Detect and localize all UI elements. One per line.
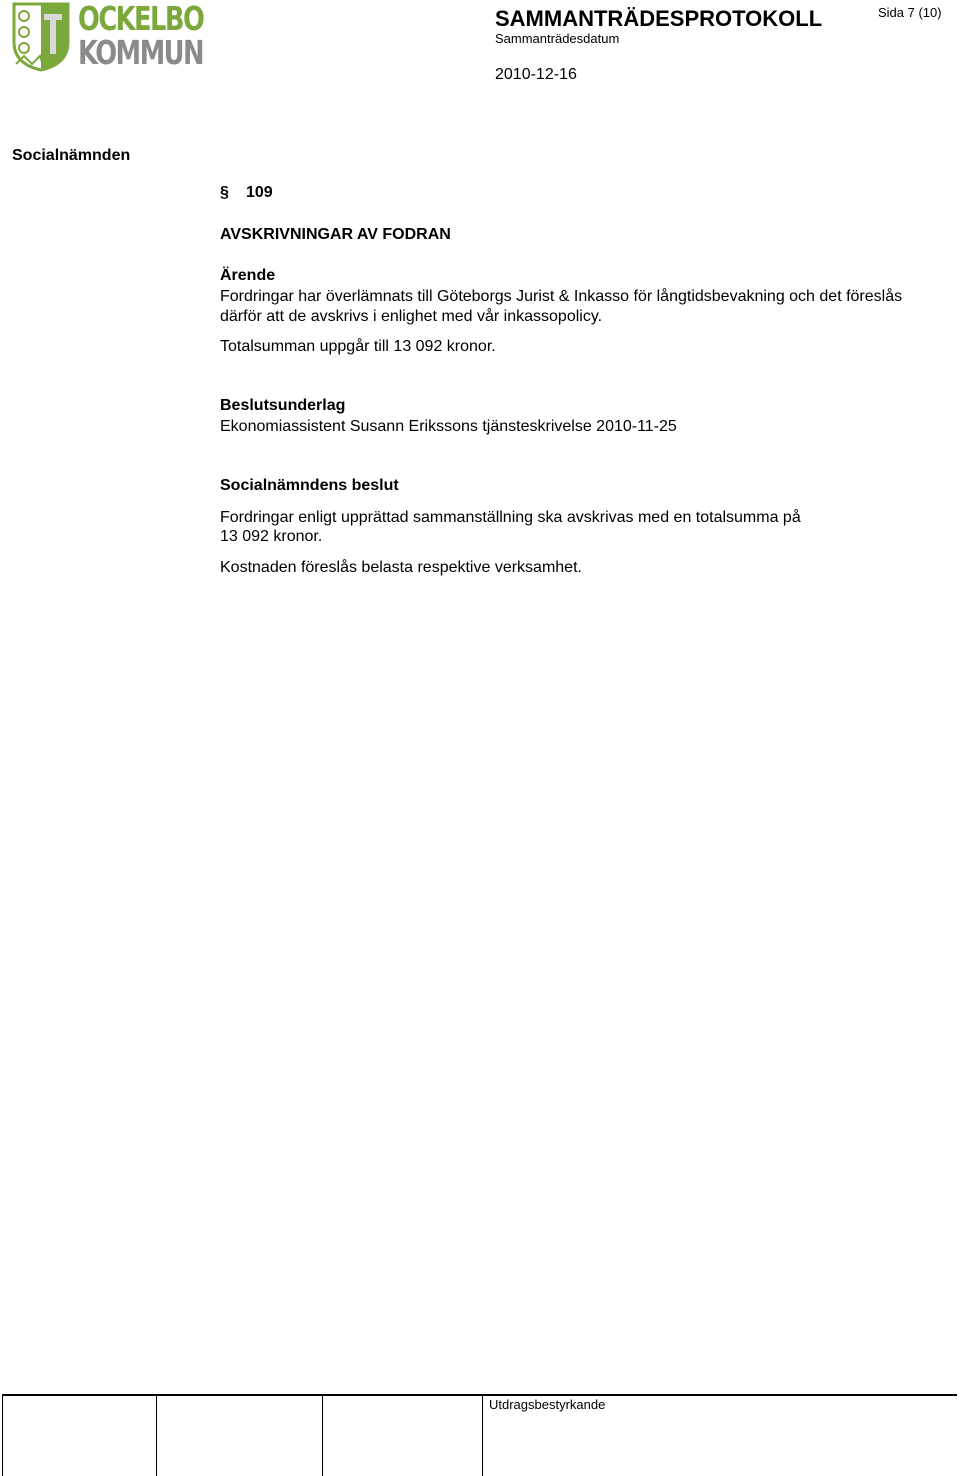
utdragsbestyrkande-label: Utdragsbestyrkande (489, 1397, 606, 1412)
beslutsunderlag-heading: Beslutsunderlag (220, 397, 346, 414)
arende-text-line: därför att de avskrivs i enlighet med vår inkassopolicy. (220, 308, 603, 325)
item-title: AVSKRIVNINGAR AV FODRAN (220, 226, 451, 243)
arende-heading: Ärende (220, 267, 276, 284)
meeting-date-label: Sammanträdesdatum (495, 31, 620, 46)
committee-name: Socialnämnden (12, 147, 131, 164)
logo-line-kommun: KOMMUN (78, 33, 203, 72)
signature-cell (156, 1396, 322, 1476)
document-title: SAMMANTRÄDESPROTOKOLL (495, 6, 823, 31)
meeting-date: 2010-12-16 (495, 66, 577, 83)
decision-text-line: Kostnaden föreslås belasta respektive verksamhet. (220, 559, 582, 576)
decision-text-line: 13 092 kronor. (220, 528, 323, 545)
arende-text-line: Fordringar har överlämnats till Göteborgs Jurist & Inkasso för långtidsbevakning och det föreslås (220, 288, 903, 305)
arende-total: Totalsumman uppgår till 13 092 kronor. (220, 338, 496, 355)
logo-wordmark (78, 2, 239, 70)
paragraph-number: 109 (246, 184, 273, 201)
decision-heading: Socialnämndens beslut (220, 477, 399, 494)
decision-text-line: Fordringar enligt upprättad sammanställning ska avskrivas med en totalsumma på (220, 509, 801, 526)
logo-line-ockelbo: OCKELBO (78, 0, 204, 38)
signature-cell (2, 1396, 156, 1476)
signature-cell (322, 1396, 482, 1476)
signature-table (2, 1394, 957, 1474)
coat-of-arms-icon (12, 2, 70, 72)
beslutsunderlag-text: Ekonomiassistent Susann Erikssons tjänsteskrivelse 2010-11-25 (220, 418, 677, 435)
section-sign: § (220, 184, 229, 201)
page-indicator: Sida 7 (10) (878, 5, 942, 20)
municipality-logo (12, 2, 202, 72)
